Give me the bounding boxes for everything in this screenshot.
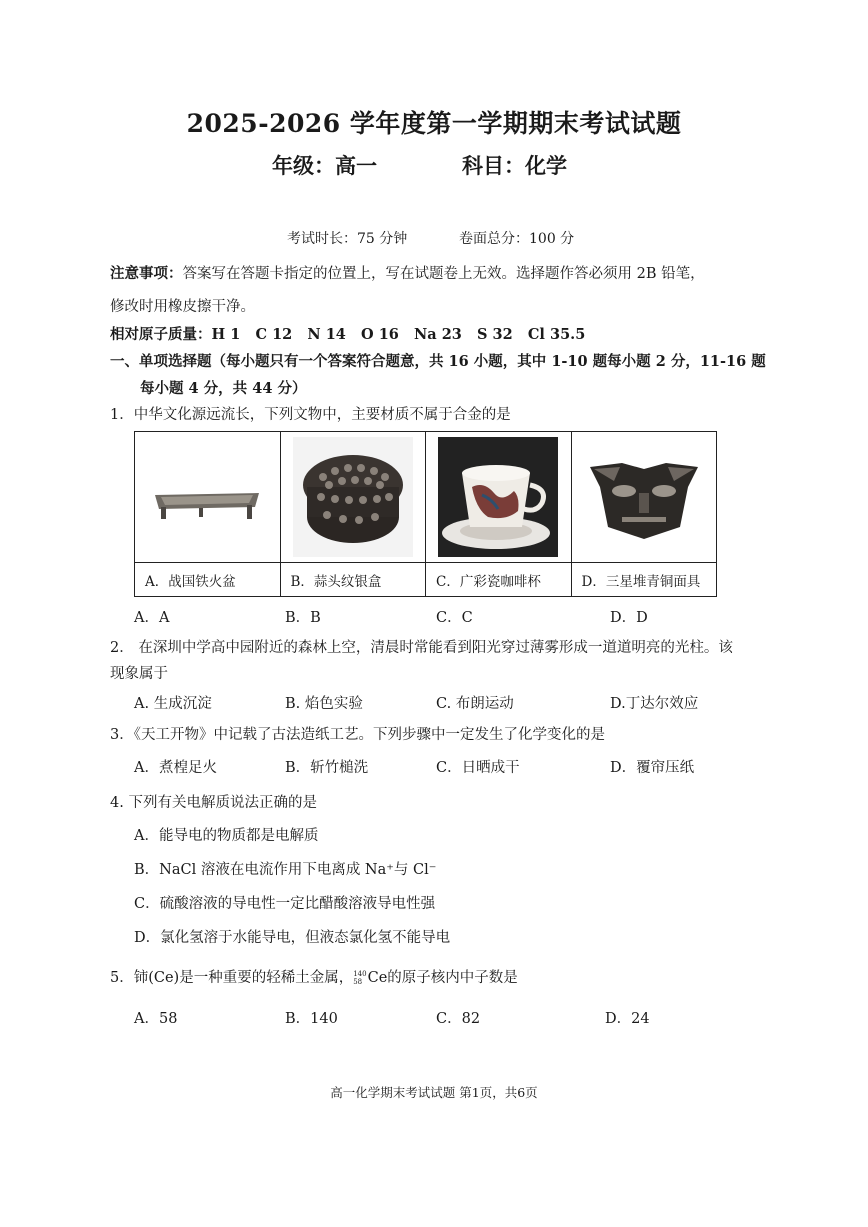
q1-option-c[interactable]: C．C	[436, 610, 473, 626]
cerium-isotope-notation	[353, 970, 366, 986]
exam-duration: 考试时长：75 分钟	[287, 231, 408, 247]
q1-image-cell-c	[426, 432, 572, 563]
q3-stem: 3．《天工开物》中记载了古法造纸工艺。下列步骤中一定发生了化学变化的是	[110, 727, 605, 743]
isotope-symbol: Ce	[367, 970, 388, 986]
q5-option-d[interactable]: D．24	[605, 1011, 650, 1027]
q1-image-cell-d	[571, 432, 717, 563]
q1-caption-c: C．广彩瓷咖啡杯	[426, 563, 572, 597]
q4-option-d[interactable]: D．氯化氢溶于水能导电，但液态氯化氢不能导电	[134, 930, 451, 946]
atomic-mass-values: H 1 C 12 N 14 O 16 Na 23 S 32 Cl 35.5	[211, 326, 586, 343]
q3-option-d[interactable]: D．覆帘压纸	[610, 760, 695, 776]
q4-stem: 4. 下列有关电解质说法正确的是	[110, 795, 317, 811]
q1-image-cell-a	[135, 432, 281, 563]
q2-option-d[interactable]: D.丁达尔效应	[610, 696, 699, 712]
q1-artifact-table	[134, 431, 717, 597]
q2-stem-line-2: 现象属于	[110, 666, 168, 682]
q5-stem-pre: 5．铈(Ce)是一种重要的轻稀土金属，	[110, 970, 354, 986]
q1-option-d[interactable]: D．D	[610, 610, 648, 626]
iron-brazier-image	[147, 467, 267, 527]
q2-stem-line-1: 2． 在深圳中学高中园附近的森林上空，清晨时常能看到阳光穿过薄雾形成一道道明亮的光柱。该	[110, 640, 733, 656]
atomic-mass-line	[110, 323, 585, 344]
q2-option-b[interactable]: B. 焰色实验	[285, 696, 363, 712]
q1-stem: 1．中华文化源远流长，下列文物中，主要材质不属于合金的是	[110, 407, 511, 423]
q4-option-b[interactable]: B．NaCl 溶液在电流作用下电离成 Na⁺与 Cl⁻	[134, 862, 437, 878]
q4-option-a[interactable]: A．能导电的物质都是电解质	[134, 828, 319, 844]
notice-line-2: 修改时用橡皮擦干净。	[110, 299, 255, 315]
q3-option-a[interactable]: A．煮楻足火	[134, 760, 217, 776]
q2-option-a[interactable]: A. 生成沉淀	[134, 696, 212, 712]
q1-caption-d: D．三星堆青铜面具	[571, 563, 717, 597]
exam-total-score: 卷面总分：100 分	[459, 231, 575, 247]
q3-option-b[interactable]: B．斩竹槌洗	[285, 760, 369, 776]
q5-stem	[110, 966, 518, 987]
section1-heading-cont: 每小题 4 分，共 44 分）	[140, 380, 307, 397]
q5-option-b[interactable]: B．140	[285, 1011, 338, 1027]
silver-box-image	[293, 437, 413, 557]
atomic-mass-label: 相对原子质量：	[110, 326, 212, 343]
q1-option-a[interactable]: A．A	[134, 610, 170, 626]
notice-line-1	[110, 262, 705, 283]
q1-image-cell-b	[280, 432, 426, 563]
page-footer: 高一化学期末考试试题 第1页，共6页	[330, 1085, 538, 1100]
q5-option-a[interactable]: A．58	[134, 1011, 178, 1027]
bronze-mask-image	[584, 447, 704, 547]
q5-stem-post: 的原子核内中子数是	[387, 970, 518, 986]
q1-option-b[interactable]: B．B	[285, 610, 321, 626]
subject-label: 科目：化学	[462, 153, 567, 178]
notice-label: 注意事项：	[110, 265, 183, 282]
isotope-atomic-number: 58	[353, 978, 363, 986]
q5-option-c[interactable]: C．82	[436, 1011, 481, 1027]
q1-caption-b: B．蒜头纹银盒	[280, 563, 426, 597]
q3-option-c[interactable]: C．日晒成干	[436, 760, 520, 776]
q4-option-c[interactable]: C．硫酸溶液的导电性一定比醋酸溶液导电性强	[134, 896, 436, 912]
q1-caption-a: A．战国铁火盆	[135, 563, 281, 597]
section1-heading: 一、单项选择题（每小题只有一个答案符合题意，共 16 小题，其中 1-10 题每小题 2 分，11-16 题	[110, 353, 766, 370]
grade-label: 年级：高一	[272, 153, 377, 178]
notice-text-1: 答案写在答题卡指定的位置上，写在试题卷上无效。选择题作答必须用 2B 铅笔，	[182, 266, 705, 282]
q2-option-c[interactable]: C. 布朗运动	[436, 696, 514, 712]
isotope-mass-number: 140	[353, 970, 367, 978]
page-title: 2025-2026 学年度第一学期期末考试试题	[186, 109, 682, 138]
porcelain-cup-image	[438, 437, 558, 557]
